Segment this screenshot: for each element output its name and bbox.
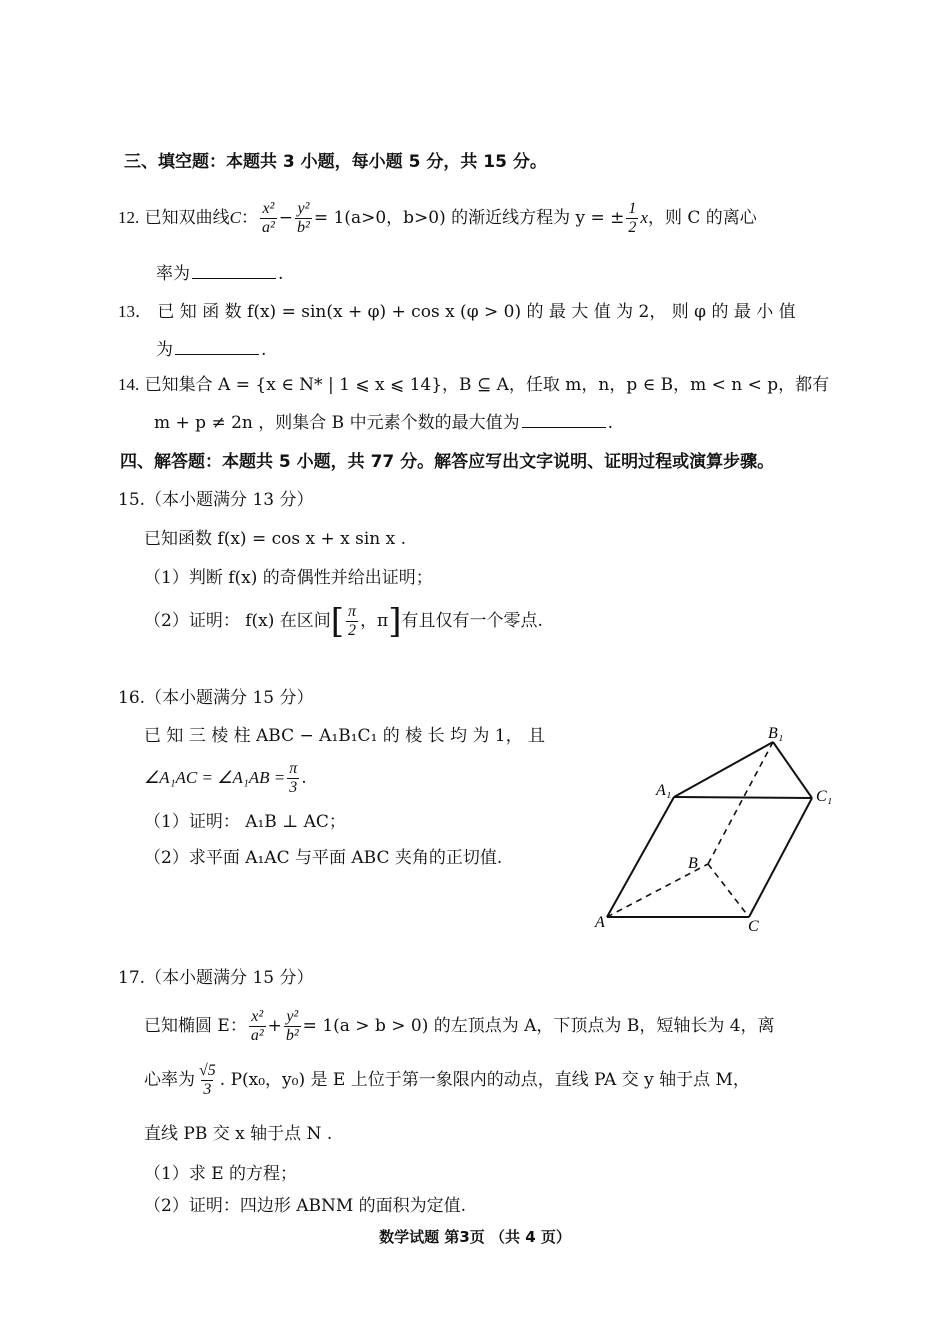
answer-blank[interactable] [175,338,259,355]
q13-number: 13． [118,302,152,321]
q12-text-a: 已知双曲线 [144,208,230,228]
q17-line2-b: . P(x₀，y₀) 是 E 上位于第一象限内的动点，直线 PA 交 y 轴于点 M， [219,1070,750,1090]
q17-line2-a: 心率为 [144,1070,195,1090]
frac-num: x² [251,1008,264,1025]
q17-part2: （2）证明：四边形 ABNM 的面积为定值. [144,1196,467,1216]
frac-num: 1 [628,200,637,217]
edge-A1C1 [674,797,812,798]
q17-header: 17.（本小题满分 15 分） [118,968,314,988]
label-B: B [688,855,698,872]
q16-period: . [301,768,307,788]
frac-den: 2 [628,219,637,236]
q14-number: 14. [118,375,140,394]
edge-CC1 [749,798,812,917]
frac-num: π [348,603,357,620]
right-bracket: ] [388,601,402,642]
left-bracket: [ [330,601,345,642]
q15-header: 15.（本小题满分 13 分） [118,490,314,510]
page-footer: 数学试题 第3页 （共 4 页） [379,1228,571,1246]
q17-stem-c: = 1(a > b > 0) 的左顶点为 A，下顶点为 B，短轴长为 4，离 [302,1016,775,1036]
q15-part1: （1）判断 f(x) 的奇偶性并给出证明； [144,568,433,588]
q12-text-b: ，则 C 的离心 [647,208,757,228]
q17-frac-sqrt5-3 [197,1062,218,1099]
q16-frac-pi-3 [287,760,299,797]
q15-frac-pi-2 [346,603,358,640]
q17-frac-y2-b2 [284,1008,301,1045]
frac-num: x² [262,200,275,217]
q12-line2-text: 率为 [156,264,190,284]
frac-den: 3 [289,779,298,796]
label-C: C [748,918,759,935]
q12-curve: C [229,208,241,227]
frac-den: b² [297,219,310,236]
question-12 [118,200,757,237]
edge-BC-hidden [708,864,749,917]
edge-B1C1 [773,742,812,798]
answer-blank[interactable] [522,411,606,428]
q17-stem [144,1008,775,1045]
q12-number: 12. [118,208,140,227]
q16-angle-condition [144,760,307,797]
frac-den: 3 [203,1081,212,1098]
q12-end: . [278,264,284,284]
frac-num: √5 [199,1062,216,1079]
q14-text: 已知集合 A = {x ∈ N* | 1 ⩽ x ⩽ 14}，B ⊆ A，任取 m，n，p ∈ B，m < n < p，都有 [144,375,830,395]
q17-line3: 直线 PB 交 x 轴于点 N . [144,1124,333,1144]
q14-line2 [154,411,613,435]
q17-part1: （1）求 E 的方程； [144,1164,298,1184]
q12-cond: = 1(a>0，b>0) 的渐近线方程为 y = ± [313,208,625,228]
frac-den: a² [262,219,275,236]
q13-text: 已 知 函 数 f(x) = sin(x + φ) + cos x (φ > 0) 的 最 大 值 为 2， 则 φ 的 最 小 值 [157,302,796,322]
label-B1: B₁ [768,725,784,742]
question-14 [118,373,829,397]
section-4-heading: 四、解答题：本题共 5 小题，共 77 分。解答应写出文字说明、证明过程或演算步骤。 [120,452,775,472]
q13-line2 [156,338,266,362]
q15-part2-a: （2）证明： f(x) 在区间 [144,611,331,631]
frac-num: y² [286,1008,299,1025]
frac-den: a² [250,1027,264,1044]
section-3-heading: 三、填空题：本题共 3 小题，每小题 5 分，共 15 分。 [124,152,547,172]
q16-header: 16.（本小题满分 15 分） [118,688,314,708]
q12-line2 [156,262,283,286]
q12-frac-x2-a2 [260,200,277,237]
frac-num: y² [297,200,310,217]
label-C1: C₁ [816,788,833,805]
q14-end: . [607,413,613,433]
q17-plus: + [267,1016,282,1036]
question-13 [118,300,796,324]
edge-A1B1 [674,742,773,797]
q16-part2: （2）求平面 A₁AC 与平面 ABC 夹角的正切值. [144,848,503,868]
q12-minus: − [278,208,294,228]
frac-num: π [289,760,298,777]
answer-blank[interactable] [192,262,276,279]
q15-part2-b: 有且仅有一个零点. [401,611,543,631]
q14-line2-text: m + p ≠ 2n ，则集合 B 中元素个数的最大值为 [154,413,520,433]
q15-part2-mid: ，π [360,611,389,631]
q16-stem: 已 知 三 棱 柱 ABC − A₁B₁C₁ 的 棱 长 均 为 1， 且 [144,726,546,746]
q17-frac-x2-a2 [249,1008,266,1045]
label-A: A [595,914,605,931]
q17-line2 [144,1062,750,1099]
q12-colon: ： [241,208,258,228]
q16-angle: ∠A₁AC = ∠A₁AB = [144,768,286,787]
q12-frac-half [626,200,638,237]
q16-part1: （1）证明： A₁B ⊥ AC； [144,812,346,832]
prism-figure [590,722,850,942]
frac-den: b² [285,1027,299,1044]
q17-stem-a: 已知椭圆 E： [144,1016,247,1036]
q15-part2 [144,603,543,640]
q12-frac-y2-b2 [295,200,312,237]
q13-end: . [261,340,267,360]
frac-den: 2 [348,622,357,639]
q13-line2-text: 为 [156,340,173,360]
label-A1: A₁ [656,782,672,799]
q12-x: x [640,208,648,227]
q15-stem: 已知函数 f(x) = cos x + x sin x . [144,529,407,549]
